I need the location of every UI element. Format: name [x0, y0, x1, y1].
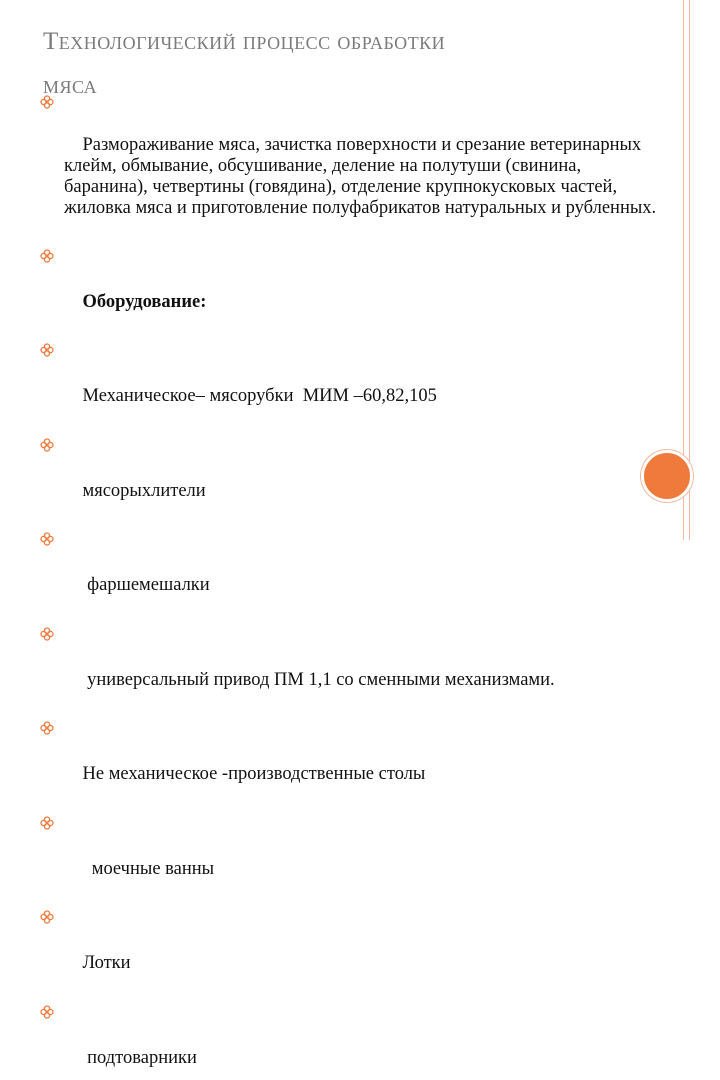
list-item: [40, 340, 660, 430]
list-item-text: фаршемешалки: [82, 575, 210, 596]
list-item-text: подтоварники: [82, 1047, 197, 1068]
list-item: [40, 813, 660, 903]
flower-bullet-icon: [40, 910, 54, 924]
flower-bullet-icon: [40, 627, 54, 641]
list-item-text: универсальный привод ПМ 1,1 со сменными механизмами.: [82, 669, 555, 690]
slide-title-line1: Технологический процесс обработки: [43, 28, 446, 55]
list-item-text: Размораживание мяса, зачистка поверхности и срезание ветеринарных клейм, обмывание, обсушивание, деление на полутуши (свинина, баранина), четвертины (говядина), отделение крупнокусковых частей, жиловка мяса и приготовление полуфабрикатов натуральных и рубленных.: [64, 134, 657, 219]
list-item: [40, 718, 660, 808]
list-item: [40, 92, 660, 241]
flower-bullet-icon: [40, 343, 54, 357]
list-item-text: Не механическое -производственные столы: [82, 764, 426, 785]
slide-title-line2: мяса: [43, 72, 98, 99]
list-item-text: Оборудование:: [82, 291, 207, 312]
list-item-text: мясорыхлители: [82, 480, 206, 501]
list-item: [40, 624, 660, 714]
flower-bullet-icon: [40, 249, 54, 263]
flower-bullet-icon: [40, 816, 54, 830]
flower-bullet-icon: [40, 1005, 54, 1019]
list-item: [40, 529, 660, 619]
flower-bullet-icon: [40, 95, 54, 109]
list-item-text: Механическое– мясорубки МИМ –60,82,105: [82, 386, 437, 407]
flower-bullet-icon: [40, 438, 54, 452]
decor-vertical-line-right: [689, 0, 690, 540]
flower-bullet-icon: [40, 721, 54, 735]
list-item-text: Лотки: [82, 953, 131, 974]
bullet-list: [40, 92, 660, 1080]
list-item: [40, 246, 660, 336]
list-item-text: моечные ванны: [82, 858, 215, 879]
list-item: [40, 907, 660, 997]
flower-bullet-icon: [40, 532, 54, 546]
list-item: [40, 435, 660, 525]
list-item: [40, 1002, 660, 1080]
